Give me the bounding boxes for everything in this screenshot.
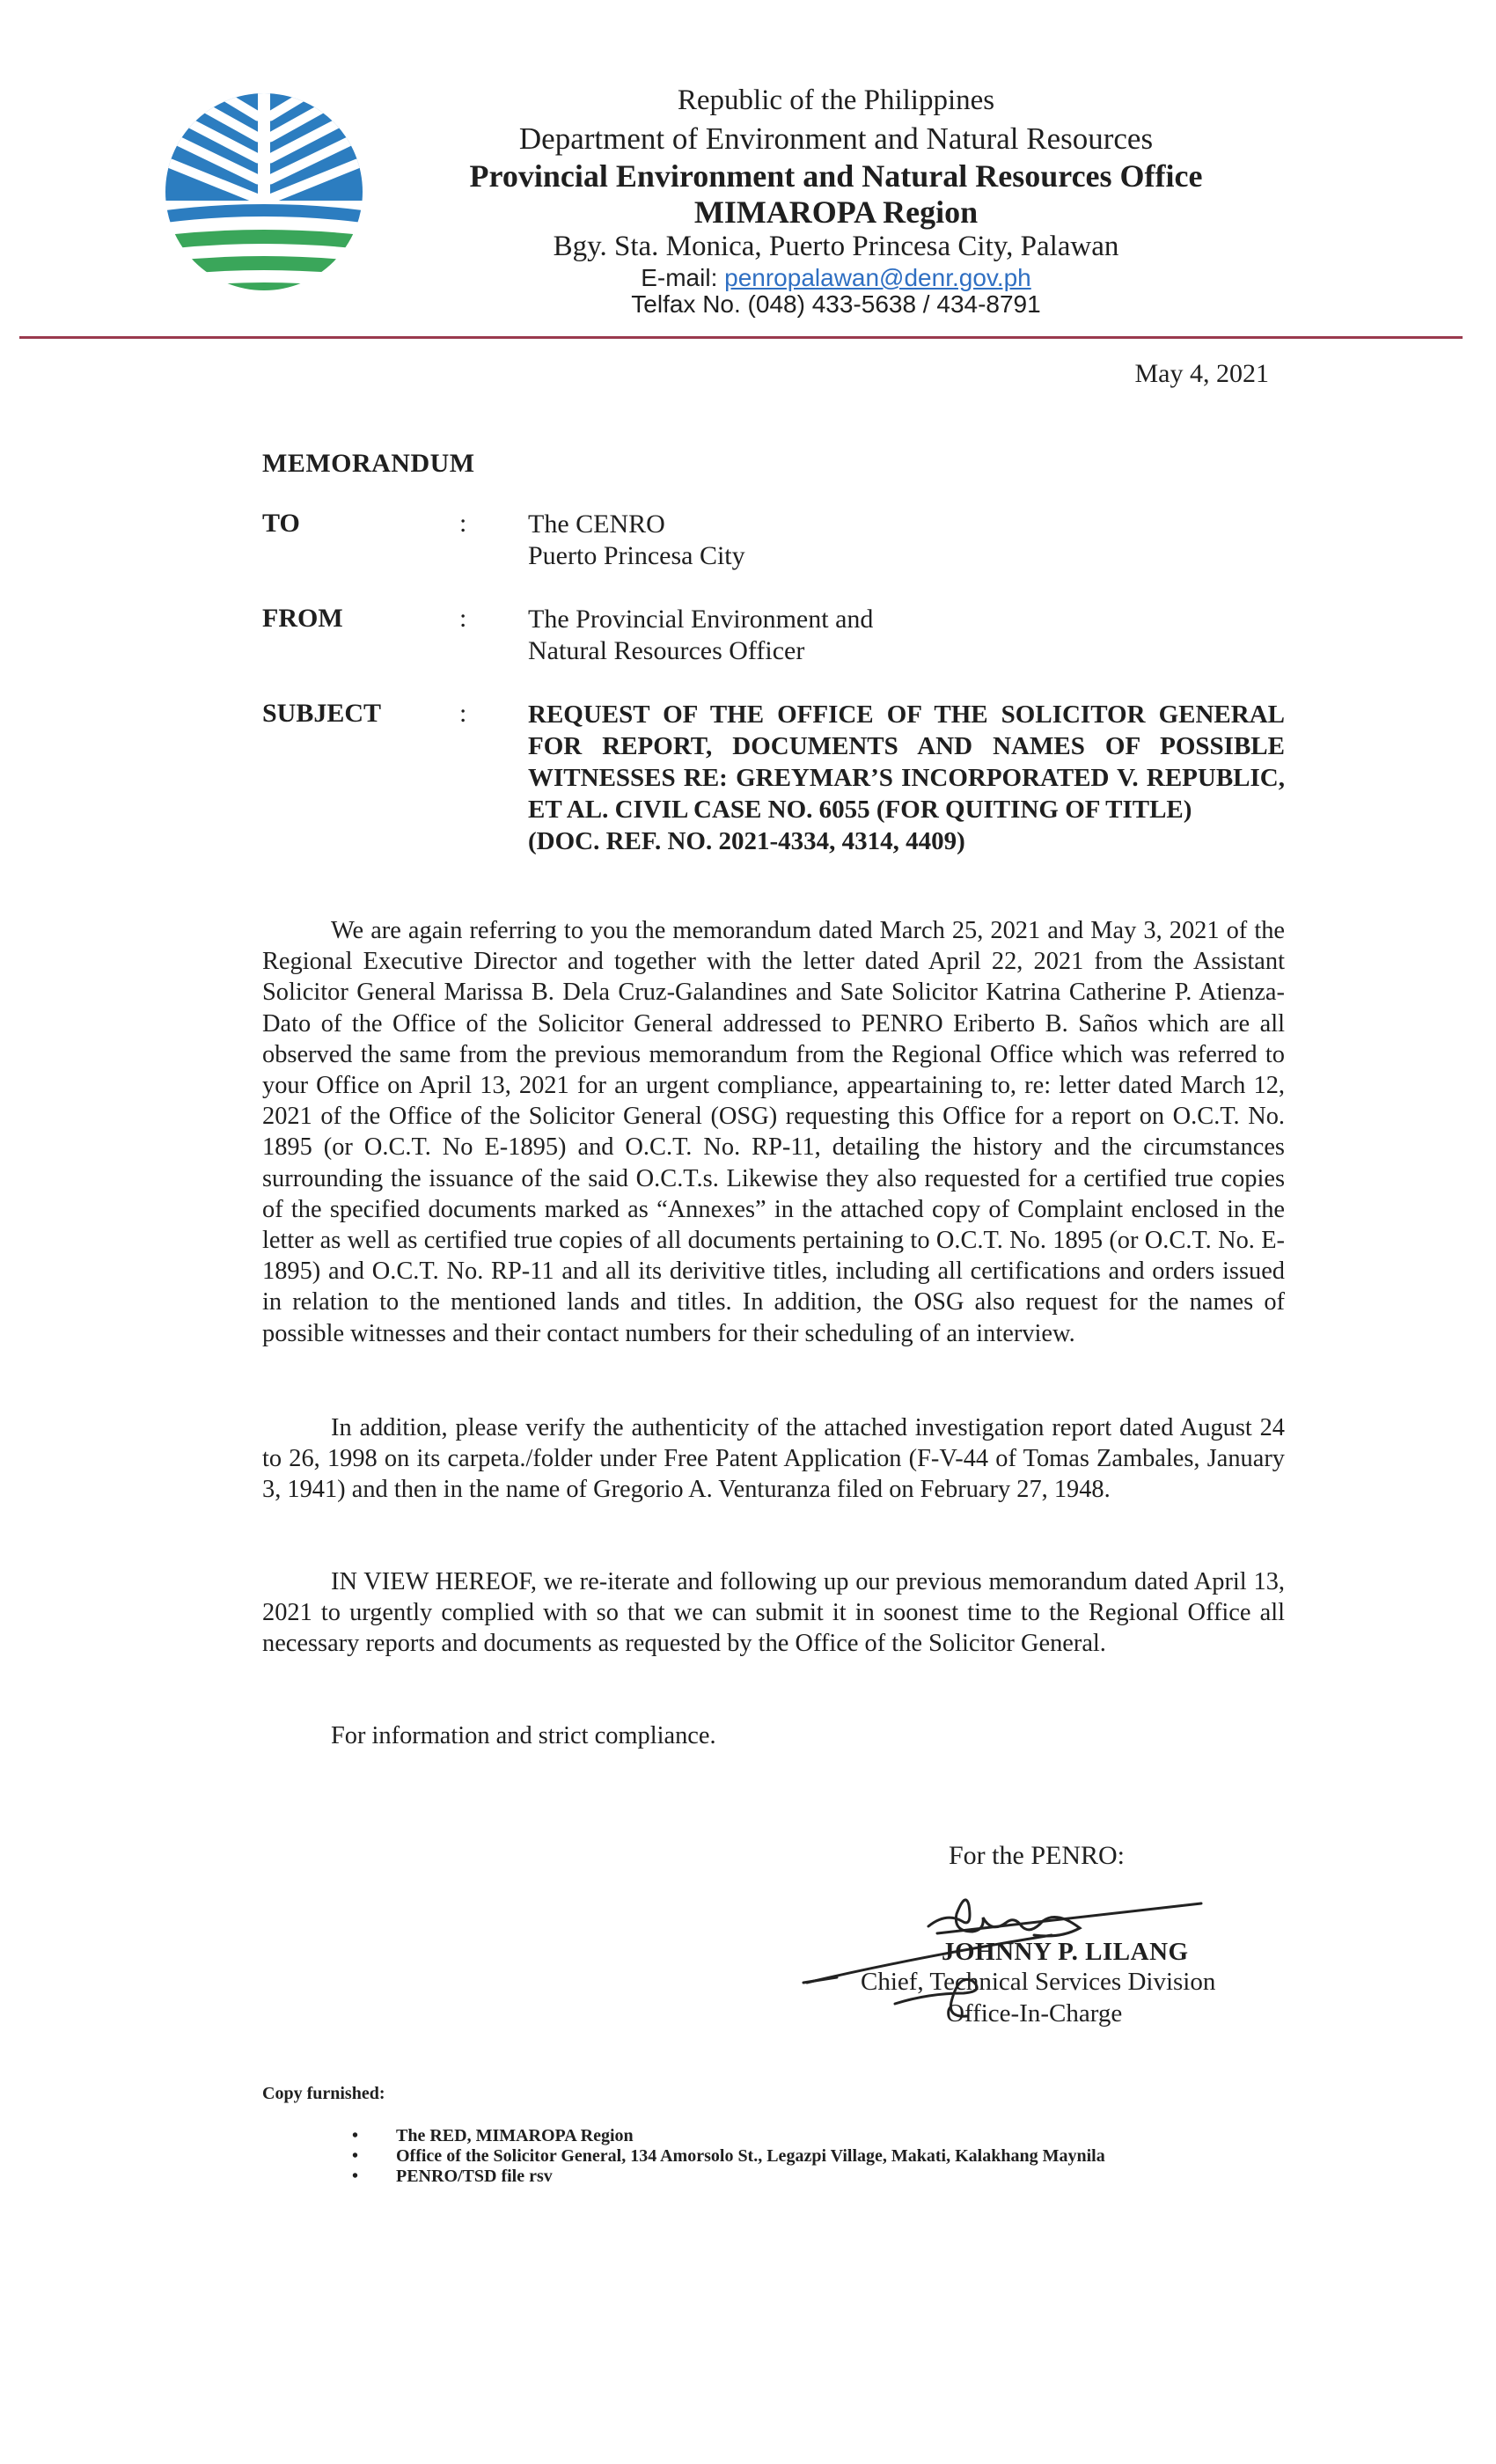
to-line-2: Puerto Princesa City <box>528 541 745 570</box>
list-item: • PENRO/TSD file rsv <box>352 2167 1105 2187</box>
body-paragraph-3: IN VIEW HEREOF, we re-iterate and following up our previous memorandum dated April 13, 2021 to urgently complied with so that we can submit it in soonest time to the Regional Office all necessary reports and documents as requested by the Office of the Solicitor General. <box>262 1568 1285 1658</box>
list-item: • The RED, MIMAROPA Region <box>352 2126 1105 2146</box>
to-line-1: The CENRO <box>528 510 665 539</box>
from-line-2: Natural Resources Officer <box>528 636 805 665</box>
subject-doc-ref: (DOC. REF. NO. 2021-4334, 4314, 4409) <box>528 827 965 855</box>
letterhead-email-line <box>352 264 1320 292</box>
signatory-title: Chief, Technical Services Division <box>861 1968 1216 1996</box>
subject-label: SUBJECT <box>262 699 382 728</box>
signatory-name: JOHNNY P. LILANG <box>942 1938 1189 1966</box>
letterhead-republic: Republic of the Philippines <box>677 84 995 116</box>
body-paragraph-2: In addition, please verify the authenticity of the attached investigation report dated August 24 to 26, 1998 on its carpeta./folder under Free Patent Application (F-V-44 of Tomas Zambales, January 3, 1941) and then in the name of Gregorio A. Venturanza filed on February 27, 1948. <box>262 1414 1285 1504</box>
to-colon: : <box>459 509 467 538</box>
copy-furnished-label: Copy furnished: <box>262 2084 385 2103</box>
from-colon: : <box>459 604 467 633</box>
copy-furnished-list <box>352 2126 1105 2187</box>
letterhead-office: Provincial Environment and Natural Resources Office <box>469 158 1203 194</box>
signature-for-line: For the PENRO: <box>949 1841 1126 1870</box>
memo-title: MEMORANDUM <box>262 449 475 478</box>
letterhead-telfax: Telfax No. (048) 433-5638 / 434-8791 <box>631 290 1041 318</box>
from-line-1: The Provincial Environment and <box>528 605 874 634</box>
list-item: • Office of the Solicitor General, 134 Amorsolo St., Legazpi Village, Makati, Kalakhang Maynila <box>352 2146 1105 2167</box>
body-paragraph-1: We are again referring to you the memorandum dated March 25, 2021 and May 3, 2021 of the Regional Executive Director and together with the letter dated April 22, 2021 from the Assistant Solicitor General Marissa B. Dela Cruz-Galandines and Sate Solicitor Katrina Catherine P. Atienza-Dato of the Office of the Solicitor General addressed to PENRO Eriberto B. Saños which are all observed the same from the previous memorandum from the Regional Office which was referred to your Office on April 13, 2021 for an urgent compliance, appeartaining to, re: letter dated March 12, 2021 of the Office of the Solicitor General (OSG) requesting this Office for a report on O.C.T. No. 1895 (or O.C.T. No E-1895) and O.C.T. No. RP-11, detailing the history and the circumstances surrounding the issuance of the said O.C.T.s. Likewise they also requested for a certified true copies of the specified documents marked as “Annexes” in the attached copy of Complaint enclosed in the letter as well as certified true copies of all documents pertaining to O.C.T. No. 1895 (or O.C.T. No. E-1895) and O.C.T. No. RP-11 and all its derivitive titles, including all certifications and orders issued in relation to the mentioned lands and titles. In addition, the OSG also request for the names of possible witnesses and their contact numbers for their scheduling of an interview. <box>262 917 1285 1347</box>
to-value <box>528 509 1285 572</box>
to-label: TO <box>262 509 300 538</box>
subject-text: REQUEST OF THE OFFICE OF THE SOLICITOR GENERAL FOR REPORT, DOCUMENTS AND NAMES OF POSSIBLE WITNESSES RE: GREYMAR’S INCORPORATED V. REPUBLIC, ET AL. CIVIL CASE NO. 6055 (FOR QUITING OF TITLE) <box>528 700 1285 824</box>
signatory-oic: Office-In-Charge <box>946 1999 1123 2028</box>
memo-date: May 4, 2021 <box>1134 359 1269 388</box>
letterhead-address: Bgy. Sta. Monica, Puerto Princesa City, Palawan <box>553 231 1119 262</box>
body-paragraph-4: For information and strict compliance. <box>331 1722 716 1749</box>
subject-colon: : <box>459 699 467 728</box>
letterhead-department: Department of Environment and Natural Resources <box>518 121 1154 156</box>
from-label: FROM <box>262 604 343 633</box>
subject-value <box>528 699 1285 857</box>
email-link[interactable]: penropalawan@denr.gov.ph <box>724 264 1031 291</box>
email-label: E-mail: <box>641 264 725 291</box>
denr-logo-icon <box>158 86 370 297</box>
letterhead-divider <box>19 336 1463 339</box>
letterhead-region: MIMAROPA Region <box>693 194 979 230</box>
from-value <box>528 604 1285 667</box>
